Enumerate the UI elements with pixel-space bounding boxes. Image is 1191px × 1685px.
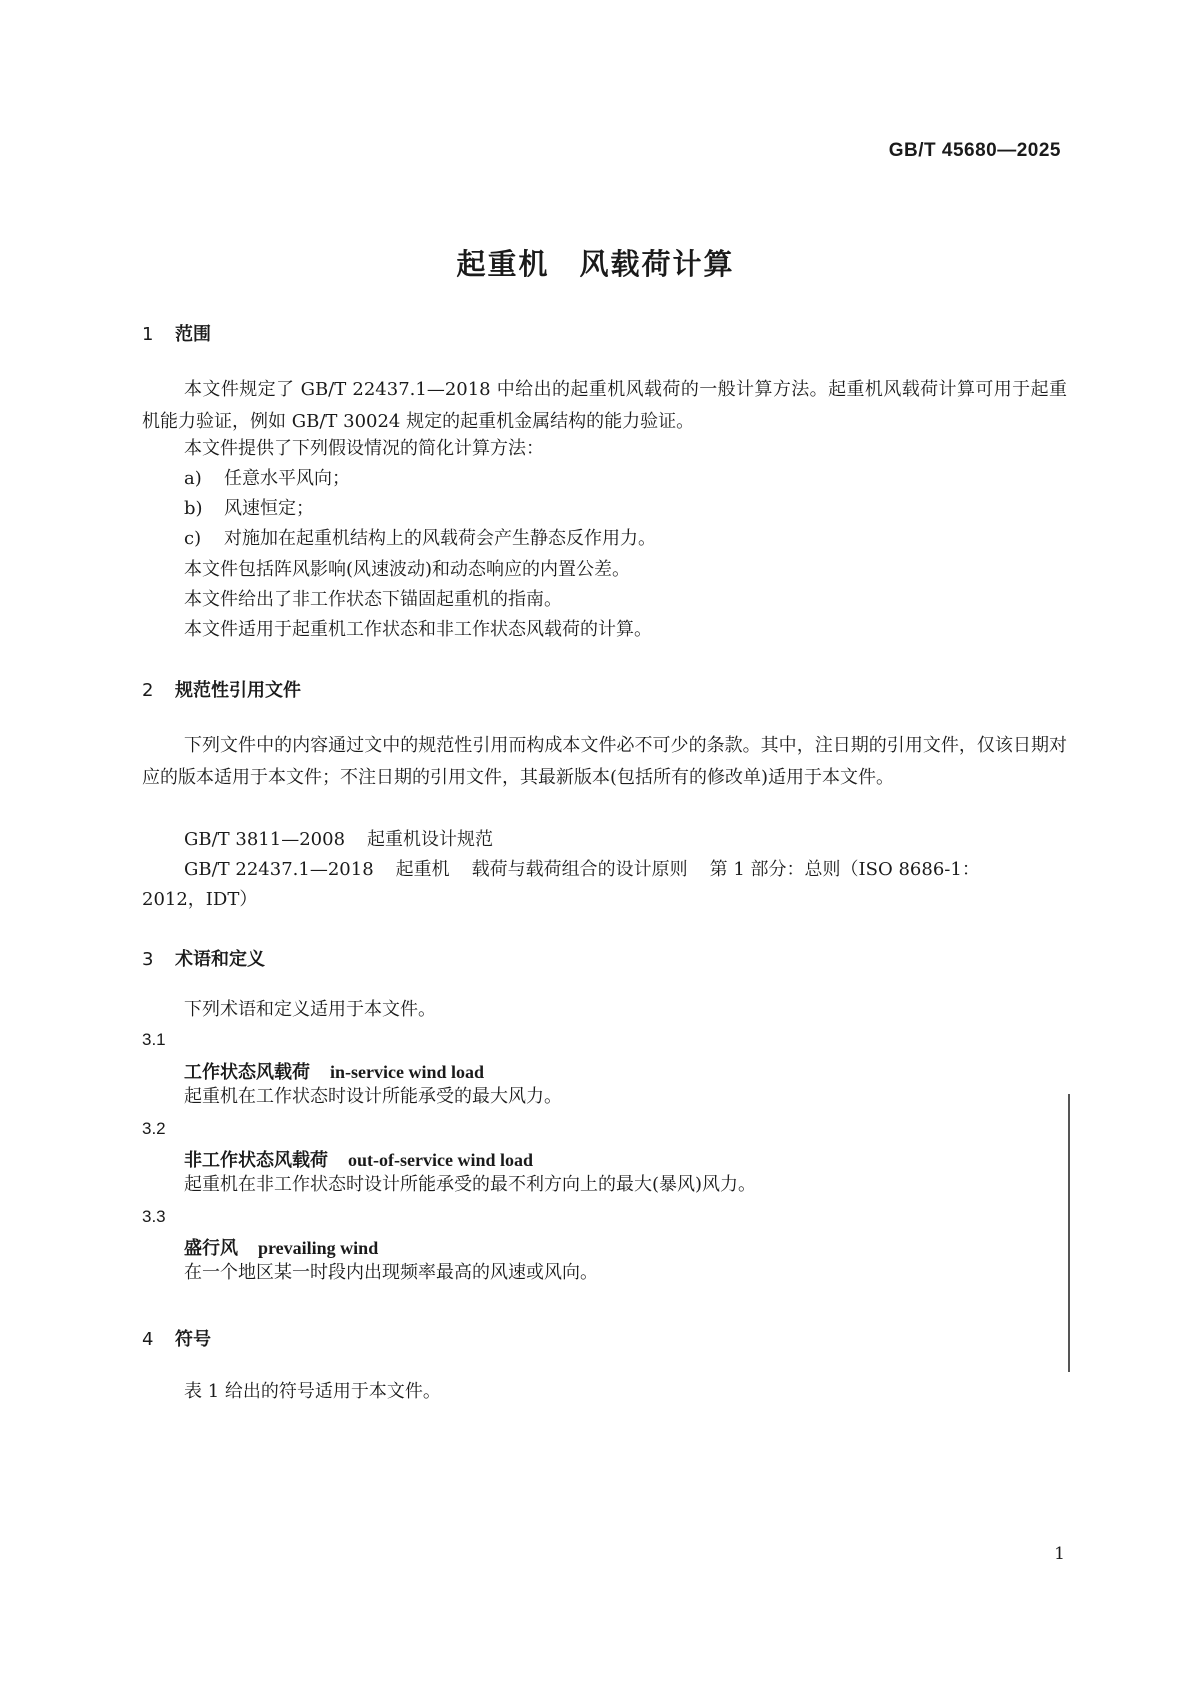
reference-title-c: 第 1 部分：总则（ISO 8686-1： (709, 859, 980, 880)
section-1-paragraph-4: 本文件给出了非工作状态下锚固起重机的指南。 (184, 589, 562, 610)
section-1-paragraph-3: 本文件包括阵风影响(风速波动)和动态响应的内置公差。 (184, 559, 631, 580)
term-number: 3.1 (142, 1030, 166, 1049)
section-4-paragraph-1: 表 1 给出的符号适用于本文件。 (184, 1381, 441, 1402)
section-4-heading (142, 1325, 211, 1351)
reference-2 (184, 855, 980, 885)
document-title (0, 242, 1191, 283)
reference-2-continuation: 2012，IDT） (142, 889, 258, 910)
list-item (184, 464, 350, 494)
section-2-intro: 下列文件中的内容通过文中的规范性引用而构成本文件必不可少的条款。其中，注日期的引用文件，仅该日期对应的版本适用于本文件；不注日期的引用文件，其最新版本(包括所有的修改单)适用于本文件。 (142, 735, 1067, 788)
term-english: prevailing wind (258, 1238, 379, 1258)
term-english: in-service wind load (330, 1062, 485, 1082)
reference-1 (184, 825, 493, 855)
term-number: 3.3 (142, 1207, 166, 1226)
term-number: 3.2 (142, 1119, 166, 1138)
term-heading (184, 1234, 378, 1260)
section-1-heading (142, 320, 211, 346)
term-definition: 起重机在非工作状态时设计所能承受的最不利方向上的最大(暴风)风力。 (184, 1174, 757, 1195)
page-number: 1 (1054, 1544, 1065, 1564)
title-part-1: 起重机 (456, 247, 550, 281)
list-item-label: a) (184, 468, 202, 489)
list-item (184, 524, 656, 554)
list-item-label: b) (184, 498, 203, 519)
term-definition: 起重机在工作状态时设计所能承受的最大风力。 (184, 1086, 562, 1107)
reference-code: GB/T 22437.1—2018 (184, 859, 374, 880)
title-part-2: 风载荷计算 (579, 247, 735, 281)
term-chinese: 工作状态风载荷 (184, 1062, 310, 1083)
list-item-text: 风速恒定； (224, 498, 314, 519)
section-3-heading (142, 945, 265, 971)
term-chinese: 盛行风 (184, 1238, 238, 1259)
list-item (184, 494, 314, 524)
term-heading (184, 1058, 484, 1084)
term-english: out-of-service wind load (348, 1150, 533, 1170)
reference-title-a: 起重机 (395, 859, 450, 880)
section-title: 规范性引用文件 (175, 680, 301, 701)
list-item-label: c) (184, 528, 202, 549)
list-item-text: 任意水平风向； (224, 468, 350, 489)
section-number: 3 (142, 949, 154, 970)
reference-code: GB/T 3811—2008 (184, 829, 346, 850)
section-2-heading (142, 676, 301, 702)
section-title: 范围 (175, 324, 211, 345)
section-1-paragraph-5: 本文件适用于起重机工作状态和非工作状态风载荷的计算。 (184, 619, 652, 640)
section-title: 术语和定义 (175, 949, 265, 970)
section-number: 2 (142, 680, 154, 701)
section-number: 4 (142, 1329, 154, 1350)
section-title: 符号 (175, 1329, 211, 1350)
term-heading (184, 1146, 533, 1172)
term-chinese: 非工作状态风载荷 (184, 1150, 328, 1171)
list-item-text: 对施加在起重机结构上的风载荷会产生静态反作用力。 (224, 528, 656, 549)
standard-number: GB/T 45680—2025 (888, 140, 1061, 161)
change-bar (1068, 1094, 1070, 1372)
section-1-paragraph-1: 本文件规定了 GB/T 22437.1—2018 中给出的起重机风载荷的一般计算方法。起重机风载荷计算可用于起重机能力验证，例如 GB/T 30024 规定的起重机金属结构的能力验证。 (142, 379, 1067, 432)
section-1-paragraph-2: 本文件提供了下列假设情况的简化计算方法： (184, 438, 544, 459)
section-3-intro: 下列术语和定义适用于本文件。 (184, 999, 436, 1020)
section-number: 1 (142, 324, 154, 345)
reference-title-b: 载荷与载荷组合的设计原则 (471, 859, 688, 880)
reference-title: 起重机设计规范 (367, 829, 494, 850)
term-definition: 在一个地区某一时段内出现频率最高的风速或风向。 (184, 1262, 598, 1283)
